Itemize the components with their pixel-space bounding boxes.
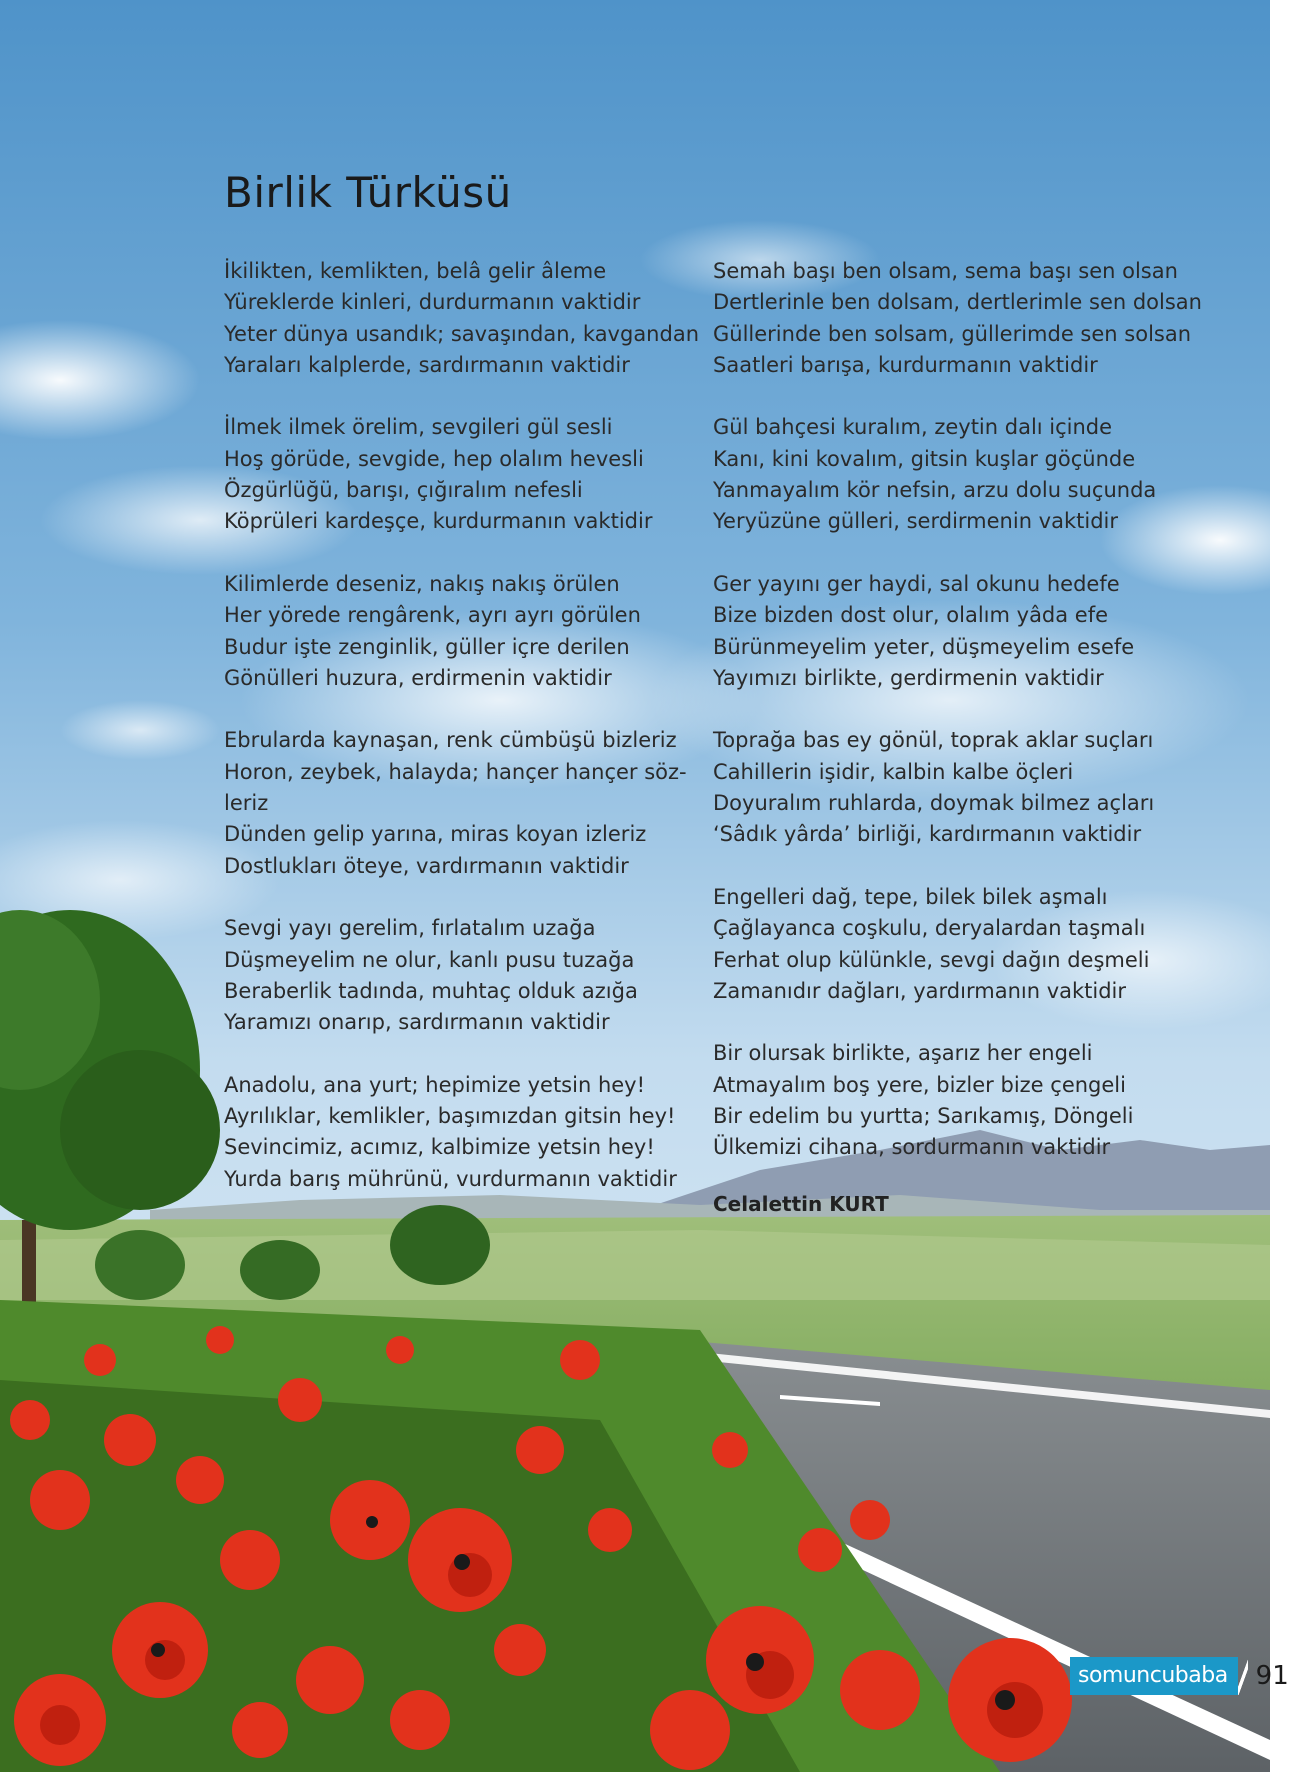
magazine-brand: somuncubaba: [1070, 1657, 1238, 1695]
poem-line: Anadolu, ana yurt; hepimize yetsin hey!: [224, 1072, 646, 1097]
poem-line: Ülkemizi cihana, sordurmanın vaktidir: [713, 1135, 1111, 1160]
poem-line: Dostlukları öteye, vardırmanın vaktidir: [224, 853, 629, 878]
stanza: [224, 569, 694, 694]
poem-line: Güllerinde ben solsam, güllerimde sen solsan: [713, 321, 1192, 346]
stanza: [713, 256, 1202, 381]
poem-author: Celalettin KURT: [713, 1191, 889, 1216]
poem-line: Horon, zeybek, halayda; hançer hançer söz-: [224, 759, 687, 784]
page-footer: [1070, 1657, 1289, 1695]
stanza: [713, 882, 1183, 1007]
stanza: [224, 1070, 694, 1195]
poem-line: Gül bahçesi kuralım, zeytin dalı içinde: [713, 415, 1113, 440]
poem-line: Her yörede rengârenk, ayrı ayrı görülen: [224, 603, 641, 628]
poem-line: Sevgi yayı gerelim, fırlatalım uzağa: [224, 916, 596, 941]
poem-line: ‘Sâdık yârda’ birliği, kardırmanın vaktidir: [713, 822, 1142, 847]
poem-column-left: [224, 256, 700, 1226]
stanza: [224, 412, 694, 537]
stanza: [224, 725, 694, 881]
poem-line: Ferhat olup külünkle, sevgi dağın deşmeli: [713, 947, 1150, 972]
poem-line: Bir olursak birlikte, aşarız her engeli: [713, 1041, 1093, 1066]
poem-line: Bize bizden dost olur, olalım yâda efe: [713, 603, 1109, 628]
poem-line: Kanı, kini kovalım, gitsin kuşlar göçünde: [713, 446, 1136, 471]
poem-line: Yayımızı birlikte, gerdirmenin vaktidir: [713, 665, 1104, 690]
poem-line: Ebrularda kaynaşan, renk cümbüşü bizleriz: [224, 728, 677, 753]
poem-title: Birlik Türküsü: [224, 168, 512, 217]
poem-line: Sevincimiz, acımız, kalbimize yetsin hey!: [224, 1135, 655, 1160]
stanza: [713, 569, 1183, 694]
poem-line: Hoş görüde, sevgide, hep olalım hevesli: [224, 446, 644, 471]
poem-line: Düşmeyelim ne olur, kanlı pusu tuzağa: [224, 947, 635, 972]
poem-line: Kilimlerde deseniz, nakış nakış örülen: [224, 571, 620, 596]
poem-line: Saatleri barışa, kurdurmanın vaktidir: [713, 352, 1098, 377]
poem-line: Çağlayanca coşkulu, deryalardan taşmalı: [713, 916, 1146, 941]
poem-line: Yaraları kalplerde, sardırmanın vaktidir: [224, 352, 630, 377]
stanza: [713, 412, 1183, 537]
poem-line: Engelleri dağ, tepe, bilek bilek aşmalı: [713, 884, 1108, 909]
poem-column-right: [713, 256, 1202, 1220]
poem-line: Ger yayını ger haydi, sal okunu hedefe: [713, 571, 1120, 596]
poem-line: Yeryüzüne gülleri, serdirmenin vaktidir: [713, 509, 1118, 534]
poem-line: Zamanıdır dağları, yardırmanın vaktidir: [713, 978, 1127, 1003]
poem-line: Doyuralım ruhlarda, doymak bilmez açları: [713, 791, 1155, 816]
poem-line: Köprüleri kardeşçe, kurdurmanın vaktidir: [224, 509, 653, 534]
poem-line: Yüreklerde kinleri, durdurmanın vaktidir: [224, 290, 641, 315]
poem-line: Atmayalım boş yere, bizler bize çengeli: [713, 1072, 1126, 1097]
poem-line: Yanmayalım kör nefsin, arzu dolu suçunda: [713, 478, 1157, 503]
poem-line: Bir edelim bu yurtta; Sarıkamış, Döngeli: [713, 1104, 1134, 1129]
poem-line: Bürünmeyelim yeter, düşmeyelim esefe: [713, 634, 1135, 659]
poem-line: Yeter dünya usandık; savaşından, kavgandan: [224, 321, 700, 346]
poem-line: Dertlerinle ben dolsam, dertlerimle sen dolsan: [713, 290, 1202, 315]
poem-line: Gönülleri huzura, erdirmenin vaktidir: [224, 665, 612, 690]
page-number: 91: [1255, 1661, 1289, 1691]
poem-line: Semah başı ben olsam, sema başı sen olsan: [713, 259, 1178, 283]
slash-divider: [1238, 1657, 1248, 1695]
stanza: [224, 256, 700, 381]
poem-line: Özgürlüğü, barışı, çığıralım nefesli: [224, 478, 583, 503]
poem-line: Yaramızı onarıp, sardırmanın vaktidir: [224, 1010, 610, 1035]
poem-line: Toprağa bas ey gönül, toprak aklar suçları: [713, 728, 1154, 753]
stanza: [224, 913, 694, 1038]
poem-line: İkilikten, kemlikten, belâ gelir âleme: [224, 259, 607, 283]
poem-line: İlmek ilmek örelim, sevgileri gül sesli: [224, 415, 613, 440]
poem-line: leriz: [224, 791, 269, 816]
poem-line: Cahillerin işidir, kalbin kalbe öçleri: [713, 759, 1074, 784]
stanza: [713, 1038, 1183, 1163]
poem-line: Budur işte zenginlik, güller içre derilen: [224, 634, 630, 659]
poem-line: Yurda barış mührünü, vurdurmanın vaktidir: [224, 1166, 677, 1191]
poem-line: Beraberlik tadında, muhtaç olduk azığa: [224, 978, 638, 1003]
stanza: [713, 725, 1183, 850]
poem-line: Dünden gelip yarına, miras koyan izleriz: [224, 822, 647, 847]
poem-line: Ayrılıklar, kemlikler, başımızdan gitsin hey!: [224, 1104, 676, 1129]
